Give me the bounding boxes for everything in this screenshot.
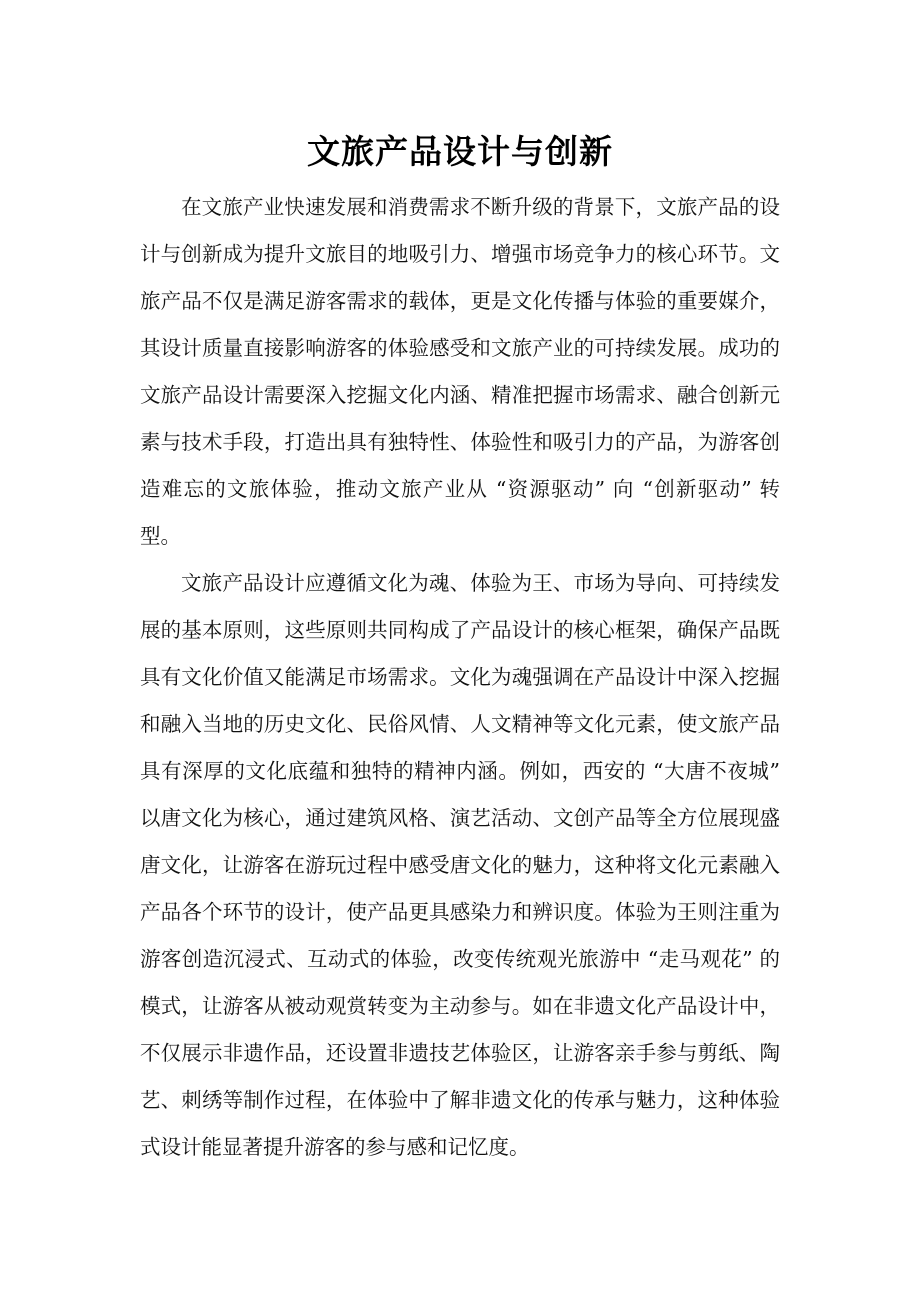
- document-body: [140, 184, 780, 1171]
- body-paragraph: 文旅产品设计应遵循文化为魂、体验为王、市场为导向、可持续发展的基本原则，这些原则共同构成了产品设计的核心框架，确保产品既具有文化价值又能满足市场需求。文化为魂强调在产品设计中深入挖掘和融入当地的历史文化、民俗风情、人文精神等文化元素，使文旅产品具有深厚的文化底蕴和独特的精神内涵。例如，西安的 “大唐不夜城” 以唐文化为核心，通过建筑风格、演艺活动、文创产品等全方位展现盛唐文化，让游客在游玩过程中感受唐文化的魅力，这种将文化元素融入产品各个环节的设计，使产品更具感染力和辨识度。体验为王则注重为游客创造沉浸式、互动式的体验，改变传统观光旅游中 “走马观花” 的模式，让游客从被动观赏转变为主动参与。如在非遗文化产品设计中，不仅展示非遗作品，还设置非遗技艺体验区，让游客亲手参与剪纸、陶艺、刺绣等制作过程，在体验中了解非遗文化的传承与魅力，这种体验式设计能显著提升游客的参与感和记忆度。: [140, 571, 780, 1159]
- document-title: 文旅产品设计与创新: [307, 132, 613, 171]
- body-paragraph: 在文旅产业快速发展和消费需求不断升级的背景下，文旅产品的设计与创新成为提升文旅目的地吸引力、增强市场竞争力的核心环节。文旅产品不仅是满足游客需求的载体，更是文化传播与体验的重要媒介，其设计质量直接影响游客的体验感受和文旅产业的可持续发展。成功的文旅产品设计需要深入挖掘文化内涵、精准把握市场需求、融合创新元素与技术手段，打造出具有独特性、体验性和吸引力的产品，为游客创造难忘的文旅体验，推动文旅产业从 “资源驱动” 向 “创新驱动” 转型。: [140, 195, 780, 548]
